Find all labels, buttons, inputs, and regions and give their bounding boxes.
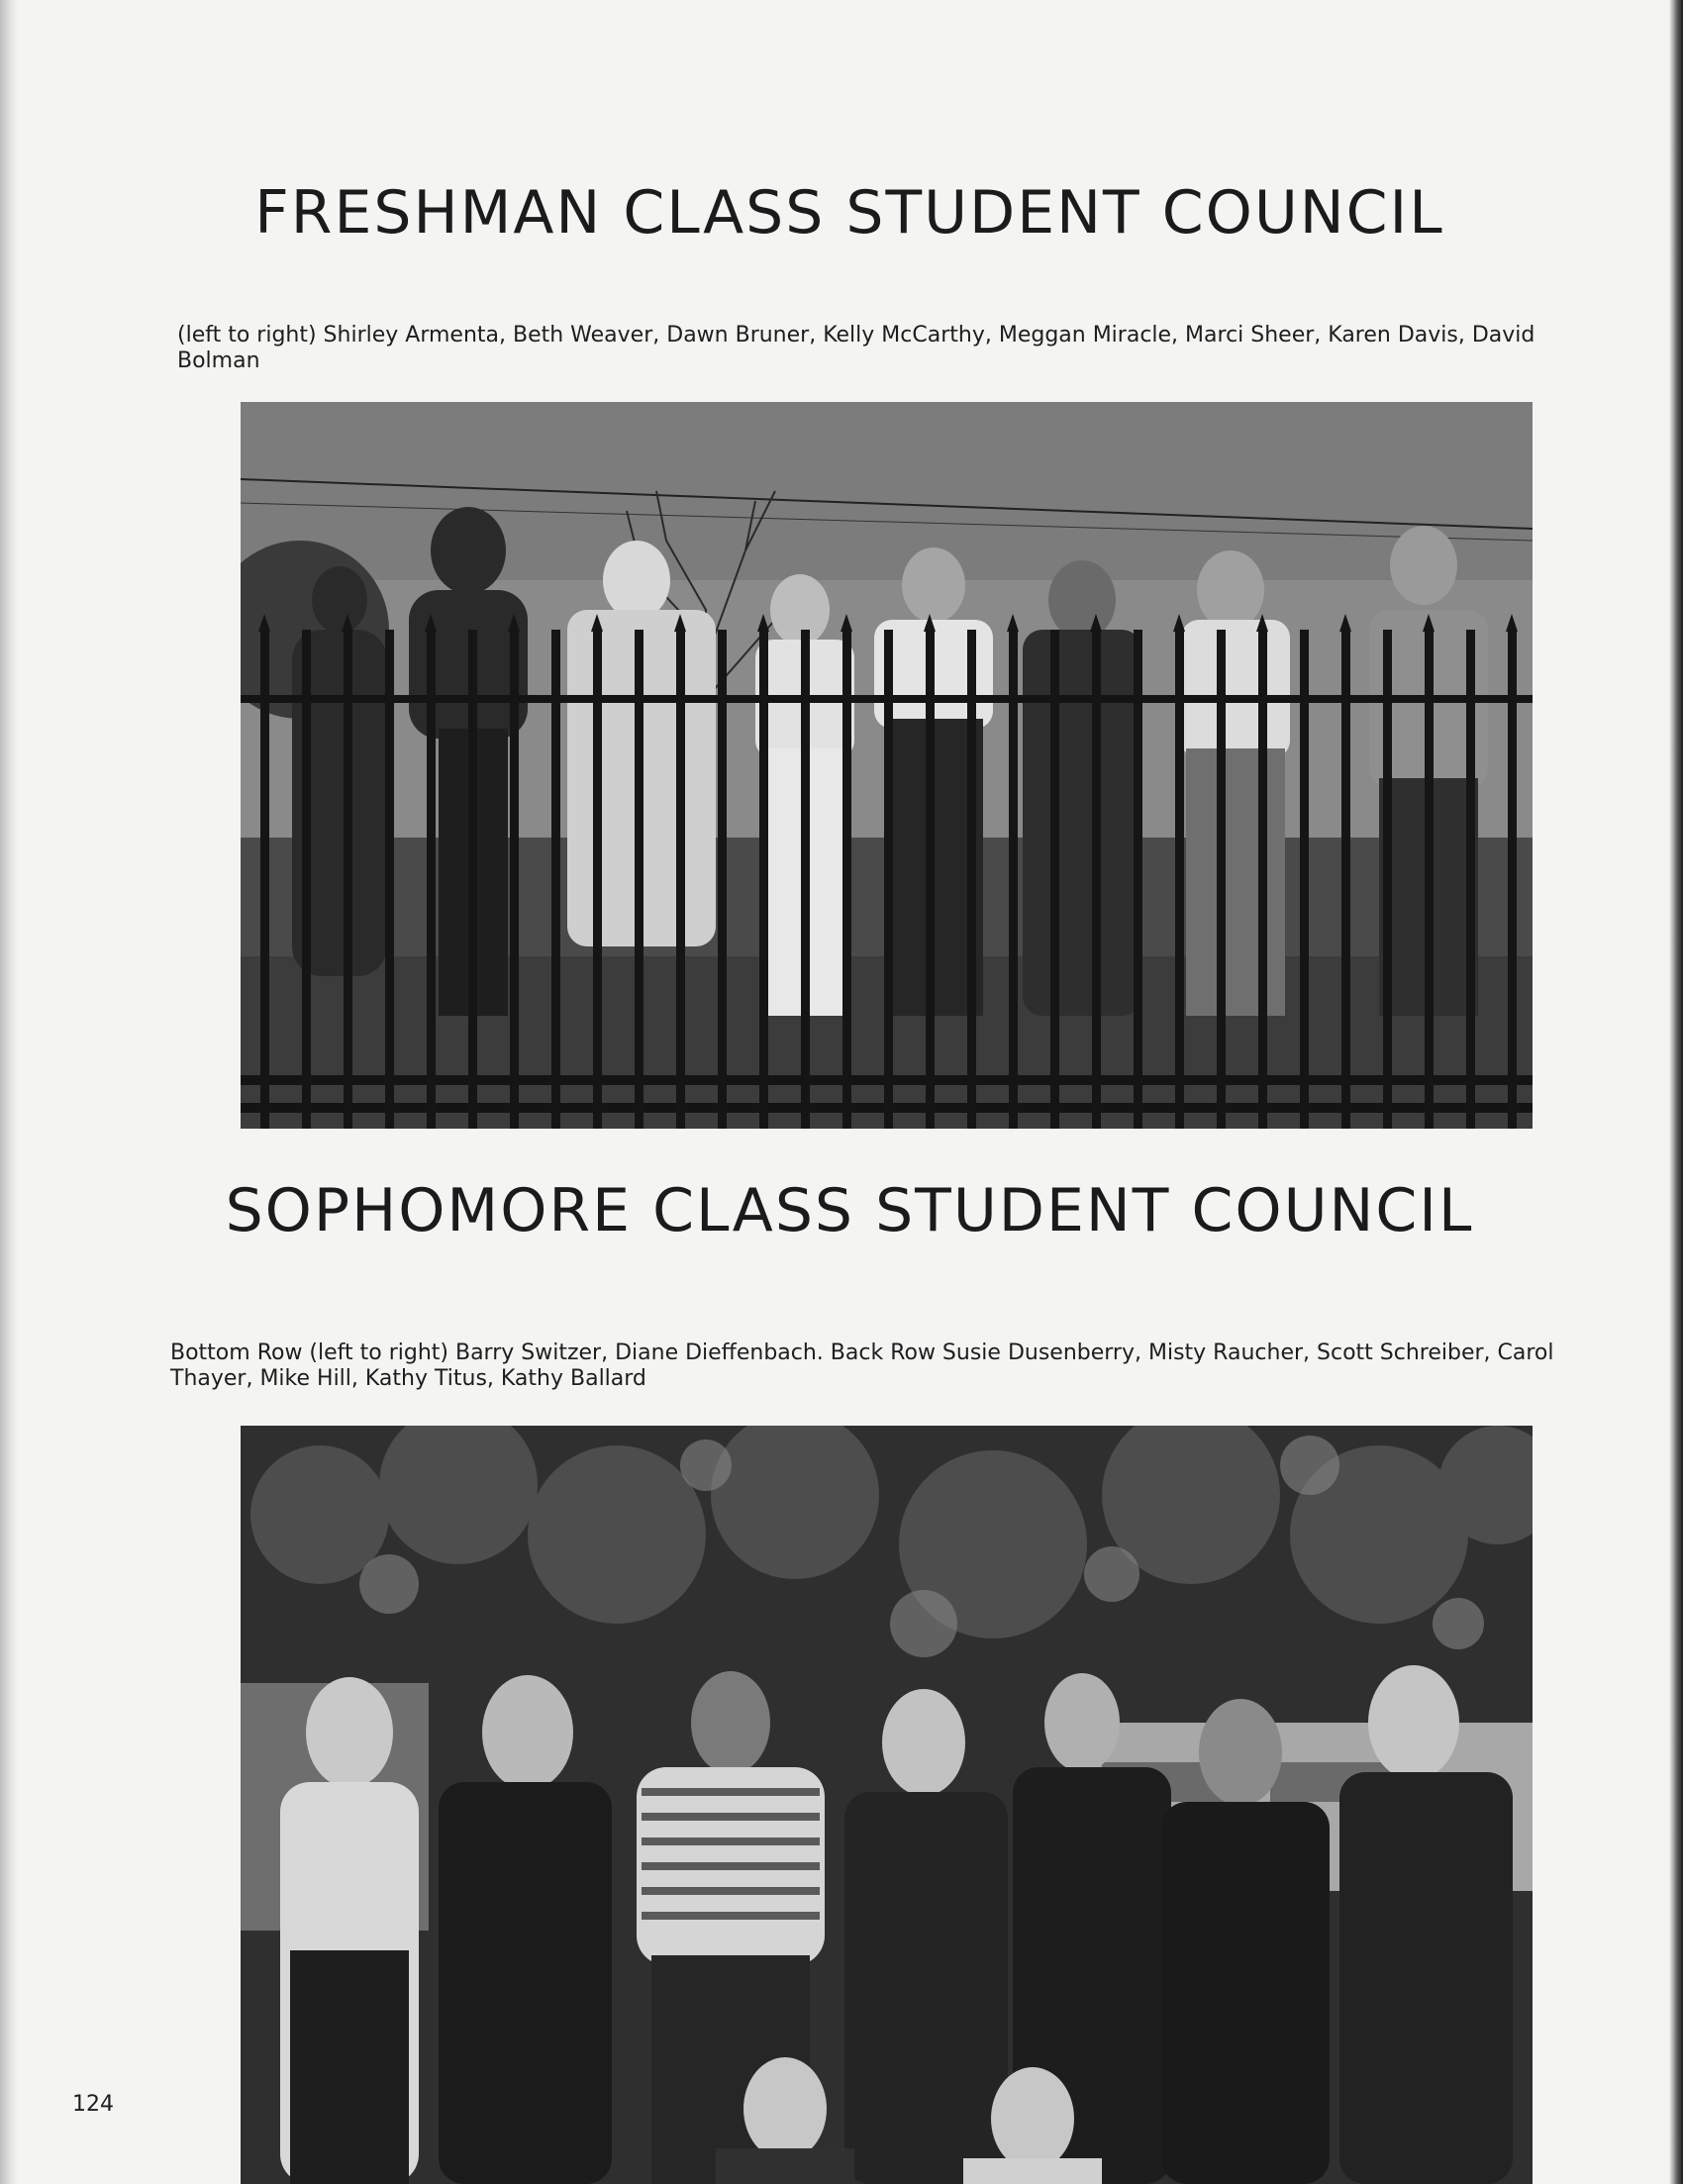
page-edge-right <box>1669 0 1683 2184</box>
sophomore-council-caption: Bottom Row (left to right) Barry Switzer, Diane Dieffenbach. Back Row Susie Dusenberry, Misty Raucher, Scott Schreiber, Carol Thayer, Mike Hill, Kathy Titus, Kathy Ballard <box>170 1340 1554 1391</box>
freshman-photo-scene <box>241 402 1533 1129</box>
freshman-council-photo <box>241 402 1533 1129</box>
freshman-council-caption: (left to right) Shirley Armenta, Beth Weaver, Dawn Bruner, Kelly McCarthy, Meggan Miracle, Marci Sheer, Karen Davis, David Bolman <box>177 323 1535 373</box>
page-number: 124 <box>72 2092 114 2117</box>
freshman-council-heading: FRESHMAN CLASS STUDENT COUNCIL <box>254 178 1444 248</box>
page-edge-left <box>0 0 18 2184</box>
sophomore-council-heading: SOPHOMORE CLASS STUDENT COUNCIL <box>225 1176 1474 1245</box>
sophomore-photo-scene <box>241 1426 1533 2184</box>
sophomore-council-photo <box>241 1426 1533 2184</box>
